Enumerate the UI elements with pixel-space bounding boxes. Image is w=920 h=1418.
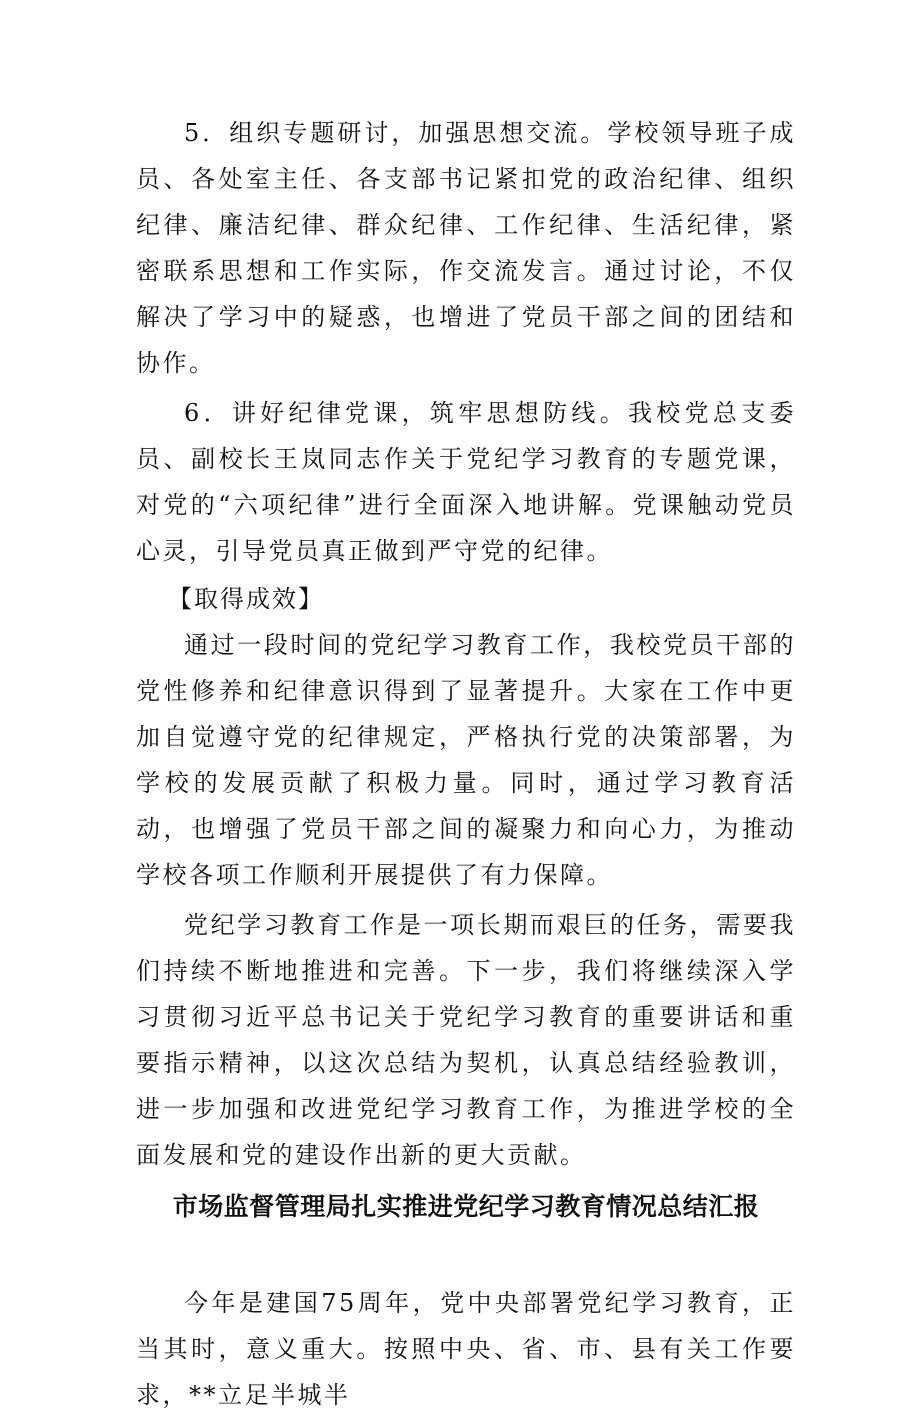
paragraph-item-6: 6．讲好纪律党课，筑牢思想防线。我校党总支委员、副校长王岚同志作关于党纪学习教育的专题党课，对党的“六项纪律”进行全面深入地讲解。党课触动党员心灵，引导党员真正做到严守党的纪律。 [136,399,796,565]
paragraph-item-5: 5．组织专题研讨，加强思想交流。学校领导班子成员、各处室主任、各支部书记紧扣党的政治纪律、组织纪律、廉洁纪律、群众纪律、工作纪律、生活纪律，紧密联系思想和工作实际，作交流发言。通过讨论，不仅解决了学习中的疑惑，也增进了党员干部之间的团结和协作。 [136,119,796,377]
next-steps-paragraph: 党纪学习教育工作是一项长期而艰巨的任务，需要我们持续不断地推进和完善。下一步，我们将继续深入学习贯彻习近平总书记关于党纪学习教育的重要讲话和重要指示精神，以这次总结为契机，认真总结经验教训，进一步加强和改进党纪学习教育工作，为推进学校的全面发展和党的建设作出新的更大贡献。 [136,911,796,1169]
results-paragraph: 通过一段时间的党纪学习教育工作，我校党员干部的党性修养和纪律意识得到了显著提升。大家在工作中更加自觉遵守党的纪律规定，严格执行党的决策部署，为学校的发展贡献了积极力量。同时，通过学习教育活动，也增强了党员干部之间的凝聚力和向心力，为推动学校各项工作顺利开展提供了有力保障。 [136,631,796,889]
section-heading-results: 【取得成效】 [168,585,324,613]
document-body [136,110,796,1418]
next-document-title: 市场监督管理局扎实推进党纪学习教育情况总结汇报 [172,1192,760,1221]
next-document-intro: 今年是建国75周年，党中央部署党纪学习教育，正当其时，意义重大。按照中央、省、市、县有关工作要求，**立足半城半 [136,1289,796,1409]
